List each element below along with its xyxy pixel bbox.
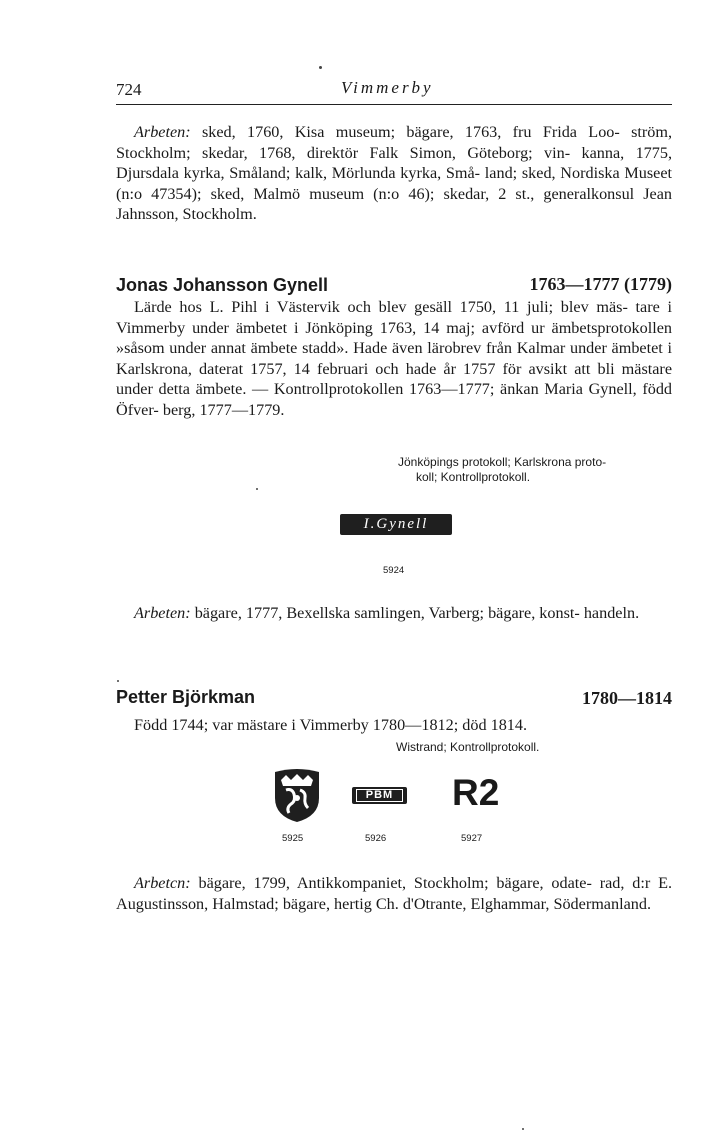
smith-years: 1763—1777 (1779) (529, 274, 672, 294)
page-number: 724 (116, 80, 142, 99)
works-line: land; sked, Nordiska Museet (n:o 47354); sked, Malmö museum (n:o (116, 164, 673, 203)
mark-number: 5925 (282, 833, 304, 844)
works-line: bägare, 1777, Bexellska samlingen, Varberg; bägare, konst- (194, 604, 580, 622)
ink-speck (319, 66, 322, 69)
makers-mark-shield-stamp (272, 768, 322, 824)
works-line: sked, 1760, Kisa museum; bägare, 1763, fru Frida Loo- (201, 123, 620, 141)
sources-note (396, 740, 539, 755)
makers-mark-pbm-stamp (352, 787, 407, 804)
bio-line: lärobrev från Kalmar under ämbetet i Karlskrona, daterat 1757, 14 (116, 339, 673, 378)
works-label: Arbeten: (134, 604, 191, 622)
mark-text: PBM (356, 789, 403, 802)
works-line: handeln. (583, 604, 640, 622)
sources-line: Wistrand; Kontrollprotokoll. (396, 740, 540, 754)
works-line: rad, d:r E. Augustinsson, Halmstad; bägare, hertig Ch. d'Otrante, (116, 874, 673, 913)
works-label: Arbetcn: (134, 874, 191, 892)
smith-name: Jonas Johansson Gynell (116, 275, 329, 295)
works-label: Arbeten: (134, 123, 191, 141)
bio-line: tare i Vimmerby under ämbetet i Jönköping 1763, 14 maj; avförd ur (116, 298, 672, 337)
smith-name: Petter Björkman (116, 687, 256, 707)
works-line: kanna, 1775, Djursdala kyrka, Småland; kalk, Mörlunda kyrka, Små- (116, 143, 673, 182)
ink-speck (522, 1128, 524, 1130)
mark-number: 5926 (365, 833, 387, 844)
works-paragraph (116, 873, 672, 914)
bio-paragraph (116, 297, 672, 420)
header-rule (116, 104, 672, 105)
works-line: bägare, 1799, Antikkompaniet, Stockholm; bägare, odate- (198, 874, 592, 892)
bio-paragraph (116, 715, 672, 736)
sources-line: Jönköpings protokoll; Karlskrona proto- (398, 455, 607, 469)
mark-text: I.Gynell (363, 516, 429, 532)
bio-line: — Kontrollprotokollen 1763—1777; änkan Maria Gynell, född Öfver- (116, 380, 673, 419)
works-paragraph (116, 603, 672, 624)
mark-number: 5927 (461, 833, 483, 844)
works-paragraph (116, 122, 672, 225)
works-line: ström, Stockholm; skedar, 1768, direktör Falk Simon, Göteborg; vin- (116, 123, 673, 162)
bio-line: Lärde hos L. Pihl i Västervik och blev gesäll 1750, 11 juli; blev mäs- (134, 298, 628, 316)
makers-mark-r2-stamp: R2 (452, 772, 500, 813)
sources-note (398, 455, 674, 485)
running-head: Vimmerby (341, 78, 434, 97)
bio-line: ämbetsprotokollen »såsom under annat ämbete stadd». Hade även (116, 318, 672, 357)
ink-speck (256, 488, 258, 490)
bio-line: februari och hade år 1757 för avsikt att bli mästare under detta ämbete. (116, 359, 673, 398)
works-line: 46); skedar, 2 st., generalkonsul Jean Jahnsson, Stockholm. (116, 184, 673, 223)
bio-line: Född 1744; var mästare i Vimmerby 1780—1812; död 1814. (134, 716, 528, 734)
bio-line: berg, 1777—1779. (162, 400, 285, 419)
mark-number: 5924 (383, 565, 405, 576)
works-line: Elghammar, Södermanland. (470, 894, 651, 913)
makers-mark-signature-stamp (340, 514, 452, 535)
sources-line: koll; Kontrollprotokoll. (416, 470, 531, 484)
ink-speck (117, 680, 119, 682)
smith-years: 1780—1814 (582, 688, 672, 708)
